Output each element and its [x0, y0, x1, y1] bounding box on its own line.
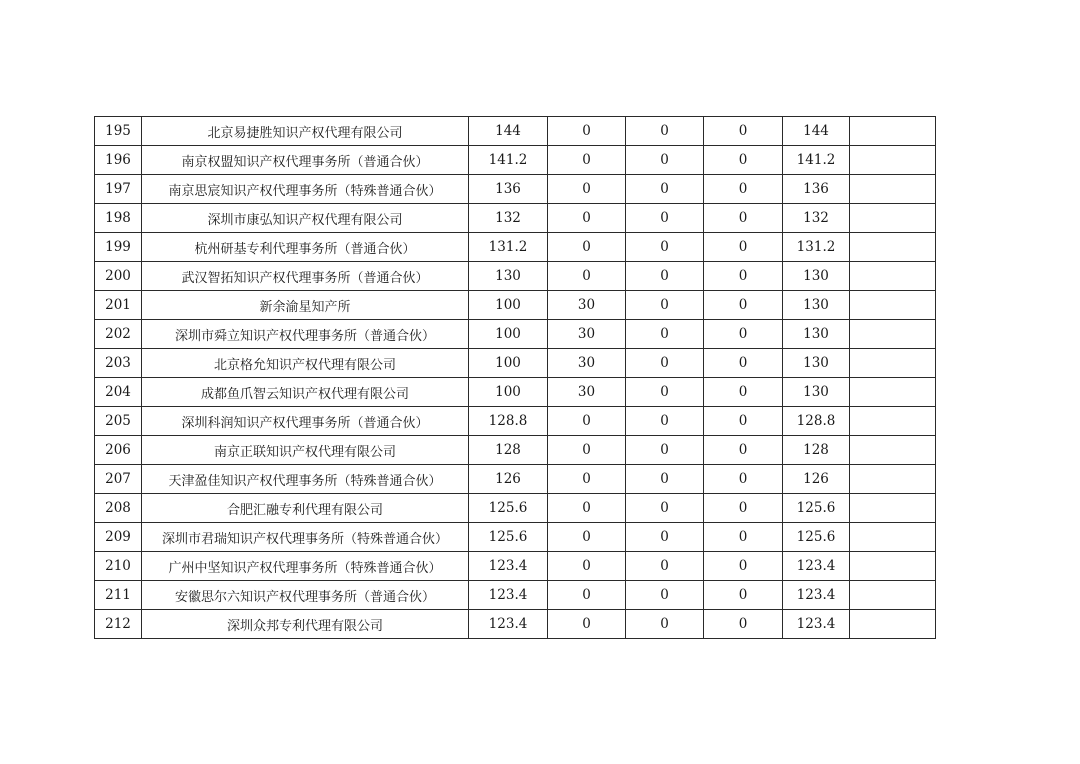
score-col1-cell: 128 — [469, 436, 548, 465]
total-score-cell: 128.8 — [783, 407, 850, 436]
total-score-cell: 125.6 — [783, 523, 850, 552]
table-row — [95, 175, 936, 204]
total-score-cell: 144 — [783, 117, 850, 146]
score-col4-cell: 0 — [704, 175, 783, 204]
score-col3-cell: 0 — [626, 204, 704, 233]
total-score-cell: 132 — [783, 204, 850, 233]
score-col3-cell: 0 — [626, 494, 704, 523]
score-col4-cell: 0 — [704, 494, 783, 523]
note-cell — [850, 262, 936, 291]
score-col4-cell: 0 — [704, 291, 783, 320]
score-col4-cell: 0 — [704, 523, 783, 552]
score-col1-cell: 123.4 — [469, 610, 548, 639]
table-row — [95, 610, 936, 639]
total-score-cell: 125.6 — [783, 494, 850, 523]
rank-cell: 202 — [95, 320, 142, 349]
score-col2-cell: 0 — [548, 436, 626, 465]
table-row — [95, 494, 936, 523]
rank-cell: 208 — [95, 494, 142, 523]
score-col3-cell: 0 — [626, 407, 704, 436]
score-col2-cell: 0 — [548, 262, 626, 291]
score-col1-cell: 144 — [469, 117, 548, 146]
score-col4-cell: 0 — [704, 436, 783, 465]
note-cell — [850, 610, 936, 639]
agency-name-cell: 安徽思尔六知识产权代理事务所（普通合伙） — [142, 581, 469, 610]
score-col3-cell: 0 — [626, 320, 704, 349]
score-col3-cell: 0 — [626, 552, 704, 581]
score-col2-cell: 0 — [548, 204, 626, 233]
total-score-cell: 128 — [783, 436, 850, 465]
score-col1-cell: 125.6 — [469, 523, 548, 552]
score-col2-cell: 0 — [548, 523, 626, 552]
total-score-cell: 130 — [783, 262, 850, 291]
rank-cell: 203 — [95, 349, 142, 378]
agency-name-cell: 新余渝星知产所 — [142, 291, 469, 320]
total-score-cell: 136 — [783, 175, 850, 204]
score-col1-cell: 100 — [469, 291, 548, 320]
score-col3-cell: 0 — [626, 117, 704, 146]
note-cell — [850, 349, 936, 378]
score-col2-cell: 0 — [548, 407, 626, 436]
rank-cell: 212 — [95, 610, 142, 639]
total-score-cell: 131.2 — [783, 233, 850, 262]
score-col4-cell: 0 — [704, 320, 783, 349]
score-col4-cell: 0 — [704, 581, 783, 610]
note-cell — [850, 581, 936, 610]
rank-cell: 197 — [95, 175, 142, 204]
rank-cell: 211 — [95, 581, 142, 610]
score-col4-cell: 0 — [704, 552, 783, 581]
total-score-cell: 130 — [783, 349, 850, 378]
table-row — [95, 117, 936, 146]
note-cell — [850, 233, 936, 262]
score-col2-cell: 0 — [548, 465, 626, 494]
score-col3-cell: 0 — [626, 523, 704, 552]
score-col3-cell: 0 — [626, 291, 704, 320]
score-col3-cell: 0 — [626, 233, 704, 262]
agency-name-cell: 广州中坚知识产权代理事务所（特殊普通合伙） — [142, 552, 469, 581]
score-col4-cell: 0 — [704, 146, 783, 175]
note-cell — [850, 378, 936, 407]
total-score-cell: 126 — [783, 465, 850, 494]
note-cell — [850, 465, 936, 494]
score-col3-cell: 0 — [626, 378, 704, 407]
note-cell — [850, 523, 936, 552]
note-cell — [850, 146, 936, 175]
rank-cell: 198 — [95, 204, 142, 233]
rank-cell: 209 — [95, 523, 142, 552]
score-col1-cell: 136 — [469, 175, 548, 204]
agency-name-cell: 成都鱼爪智云知识产权代理有限公司 — [142, 378, 469, 407]
rank-cell: 210 — [95, 552, 142, 581]
score-col3-cell: 0 — [626, 581, 704, 610]
total-score-cell: 130 — [783, 291, 850, 320]
score-col2-cell: 0 — [548, 117, 626, 146]
score-col3-cell: 0 — [626, 146, 704, 175]
note-cell — [850, 291, 936, 320]
note-cell — [850, 436, 936, 465]
score-col4-cell: 0 — [704, 117, 783, 146]
table-row — [95, 262, 936, 291]
table-row — [95, 320, 936, 349]
table-row — [95, 233, 936, 262]
table-body — [95, 117, 936, 639]
score-col1-cell: 100 — [469, 320, 548, 349]
table-row — [95, 552, 936, 581]
score-col4-cell: 0 — [704, 465, 783, 494]
agency-name-cell: 北京易捷胜知识产权代理有限公司 — [142, 117, 469, 146]
score-col3-cell: 0 — [626, 175, 704, 204]
note-cell — [850, 175, 936, 204]
rank-cell: 206 — [95, 436, 142, 465]
rank-cell: 205 — [95, 407, 142, 436]
score-col1-cell: 126 — [469, 465, 548, 494]
score-col3-cell: 0 — [626, 610, 704, 639]
agency-name-cell: 天津盈佳知识产权代理事务所（特殊普通合伙） — [142, 465, 469, 494]
note-cell — [850, 552, 936, 581]
score-col2-cell: 0 — [548, 581, 626, 610]
score-col1-cell: 131.2 — [469, 233, 548, 262]
rank-cell: 195 — [95, 117, 142, 146]
score-col1-cell: 100 — [469, 378, 548, 407]
agency-name-cell: 深圳市舜立知识产权代理事务所（普通合伙） — [142, 320, 469, 349]
score-col4-cell: 0 — [704, 233, 783, 262]
score-col4-cell: 0 — [704, 378, 783, 407]
agency-name-cell: 南京思宸知识产权代理事务所（特殊普通合伙） — [142, 175, 469, 204]
score-col1-cell: 141.2 — [469, 146, 548, 175]
score-col4-cell: 0 — [704, 610, 783, 639]
agency-name-cell: 武汉智拓知识产权代理事务所（普通合伙） — [142, 262, 469, 291]
rank-cell: 200 — [95, 262, 142, 291]
score-col2-cell: 30 — [548, 349, 626, 378]
total-score-cell: 130 — [783, 378, 850, 407]
score-col3-cell: 0 — [626, 262, 704, 291]
score-col2-cell: 30 — [548, 320, 626, 349]
score-col2-cell: 30 — [548, 378, 626, 407]
total-score-cell: 123.4 — [783, 581, 850, 610]
score-col1-cell: 130 — [469, 262, 548, 291]
score-col1-cell: 128.8 — [469, 407, 548, 436]
table-row — [95, 436, 936, 465]
score-col2-cell: 0 — [548, 233, 626, 262]
score-col1-cell: 132 — [469, 204, 548, 233]
rank-cell: 196 — [95, 146, 142, 175]
table-row — [95, 523, 936, 552]
score-col3-cell: 0 — [626, 436, 704, 465]
table-row — [95, 465, 936, 494]
note-cell — [850, 204, 936, 233]
note-cell — [850, 494, 936, 523]
score-col2-cell: 0 — [548, 175, 626, 204]
score-col3-cell: 0 — [626, 465, 704, 494]
note-cell — [850, 320, 936, 349]
score-col1-cell: 123.4 — [469, 552, 548, 581]
agency-name-cell: 南京正联知识产权代理有限公司 — [142, 436, 469, 465]
agency-name-cell: 深圳市康弘知识产权代理有限公司 — [142, 204, 469, 233]
score-col4-cell: 0 — [704, 262, 783, 291]
score-col4-cell: 0 — [704, 349, 783, 378]
total-score-cell: 123.4 — [783, 552, 850, 581]
rank-cell: 199 — [95, 233, 142, 262]
total-score-cell: 130 — [783, 320, 850, 349]
score-col4-cell: 0 — [704, 204, 783, 233]
rank-cell: 201 — [95, 291, 142, 320]
table-row — [95, 146, 936, 175]
total-score-cell: 123.4 — [783, 610, 850, 639]
score-col4-cell: 0 — [704, 407, 783, 436]
score-col2-cell: 30 — [548, 291, 626, 320]
agency-name-cell: 南京权盟知识产权代理事务所（普通合伙） — [142, 146, 469, 175]
note-cell — [850, 117, 936, 146]
score-col1-cell: 123.4 — [469, 581, 548, 610]
total-score-cell: 141.2 — [783, 146, 850, 175]
agency-name-cell: 深圳市君瑞知识产权代理事务所（特殊普通合伙） — [142, 523, 469, 552]
table-row — [95, 291, 936, 320]
rank-cell: 207 — [95, 465, 142, 494]
note-cell — [850, 407, 936, 436]
score-col1-cell: 125.6 — [469, 494, 548, 523]
score-col2-cell: 0 — [548, 552, 626, 581]
score-col2-cell: 0 — [548, 610, 626, 639]
score-col1-cell: 100 — [469, 349, 548, 378]
score-col3-cell: 0 — [626, 349, 704, 378]
agency-name-cell: 合肥汇融专利代理有限公司 — [142, 494, 469, 523]
agency-name-cell: 深圳科润知识产权代理事务所（普通合伙） — [142, 407, 469, 436]
score-col2-cell: 0 — [548, 494, 626, 523]
table-row — [95, 407, 936, 436]
table-row — [95, 349, 936, 378]
table-row — [95, 204, 936, 233]
agency-name-cell: 杭州研基专利代理事务所（普通合伙） — [142, 233, 469, 262]
agency-name-cell: 北京格允知识产权代理有限公司 — [142, 349, 469, 378]
agency-name-cell: 深圳众邦专利代理有限公司 — [142, 610, 469, 639]
rank-cell: 204 — [95, 378, 142, 407]
score-col2-cell: 0 — [548, 146, 626, 175]
table-row — [95, 581, 936, 610]
ranking-table — [94, 116, 936, 639]
table-row — [95, 378, 936, 407]
